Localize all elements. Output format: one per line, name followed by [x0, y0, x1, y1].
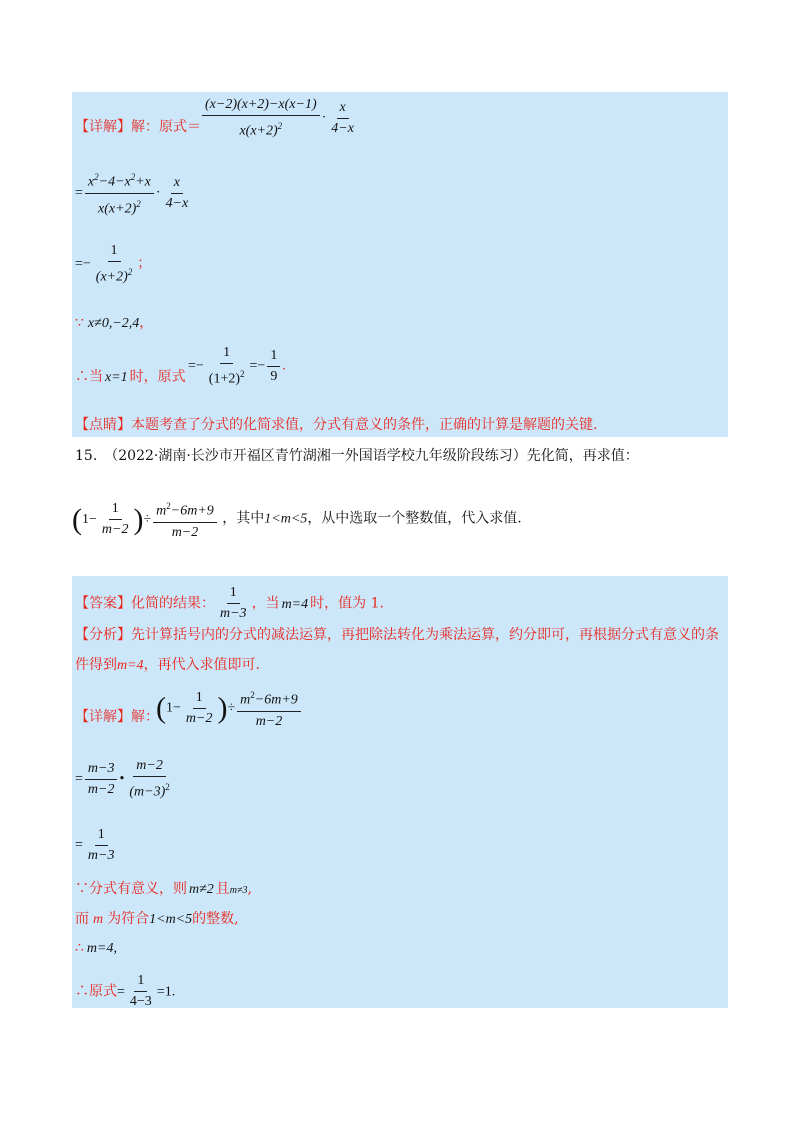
analysis-tag: 【分析】	[75, 627, 131, 643]
detail15-s2-fraction-2	[126, 757, 172, 802]
detail15-s2-dot: •	[119, 771, 125, 787]
step4-num: 1	[220, 344, 233, 364]
detail15-left-paren: (	[156, 691, 166, 725]
step3-num: 1	[108, 242, 121, 262]
problem-15-heading: 15. （2022·湖南·长沙市开福区青竹湖湘一外国语学校九年级阶段练习）先化简，再求值：	[75, 448, 639, 464]
step2-fraction-2	[163, 174, 192, 213]
answer-text-3: 时，值为 1.	[310, 595, 384, 612]
cond-text-1: ，其中	[222, 510, 265, 527]
detail15-s3-fraction	[85, 826, 118, 865]
detail15-s3-equals: =	[75, 837, 83, 853]
detail15-expression	[156, 686, 303, 731]
cond-text-2: ，从中选取一个整数值，代入求值.	[307, 510, 522, 527]
step1-den-exp: 2	[277, 121, 283, 131]
step2-equals: =	[75, 185, 83, 201]
detail15-f2-den: m−2	[255, 713, 283, 729]
step2-num-c: +x	[135, 174, 151, 190]
detail15-final-equals: =	[117, 984, 125, 1000]
right-paren: )	[133, 502, 144, 536]
detail-tag: 【详解】	[75, 119, 131, 135]
step4-f2-den: 9	[270, 368, 278, 384]
comment-line-14	[75, 416, 597, 434]
detail15-s2-f2-den-main: (m−3)	[129, 784, 166, 800]
detail15-final-result: =1.	[156, 984, 176, 1000]
step4-fraction	[206, 344, 248, 389]
detail15-s2-f1-den: m−2	[87, 781, 115, 797]
answer-fraction	[217, 584, 250, 623]
detail15-therefore-symbol: ∴	[75, 940, 84, 956]
domain-condition-comma: ，	[139, 315, 154, 331]
step2-f2-den: 4−x	[165, 195, 189, 211]
detail15-tag: 【详解】	[75, 709, 131, 725]
detail15-lead: 解：	[131, 709, 159, 725]
expr-fraction-2	[153, 497, 217, 542]
detail-line-14	[75, 118, 201, 136]
therefore-symbol: ∴	[75, 369, 89, 385]
detail15-orig-text: 原式	[89, 983, 117, 1000]
step4-fraction-2	[267, 347, 280, 386]
detail15-f2-num-exp: 2	[250, 690, 255, 700]
step3-equals: =−	[75, 256, 91, 272]
analysis-line-2	[75, 656, 260, 675]
step4-end: .	[282, 358, 286, 374]
detail15-is-text: 为符合	[107, 911, 150, 927]
analysis-text-1: 先计算括号内的分式的减法运算，再把除法转化为乘法运算，约分即可，再根据分式有意义的条	[131, 627, 719, 643]
left-paren: (	[72, 502, 82, 536]
detail15-f1-den: m−2	[185, 710, 213, 726]
analysis-m-equals-4: m=4	[117, 658, 144, 673]
detail15-because-symbol: ∵	[75, 881, 89, 897]
step3-fraction	[93, 242, 136, 287]
detail15-s3-num: 1	[95, 826, 108, 846]
detail15-m-equals-4: m=4,	[86, 941, 117, 956]
domain-condition-line	[75, 314, 153, 333]
problem-15-expression-line	[72, 497, 522, 542]
detail15-final-line	[75, 972, 175, 1011]
step1-numerator: (x−2)(x+2)−x(x−1)	[202, 96, 320, 116]
detail15-m-value-line	[75, 939, 117, 958]
expr-f1-den: m−2	[101, 521, 129, 537]
step2-num-a: x	[87, 174, 95, 190]
answer-line-15	[75, 584, 384, 623]
step1-den-main: x(x+2)	[239, 123, 278, 139]
step3-den-exp: 2	[127, 267, 133, 277]
step1-dot: ·	[321, 110, 327, 126]
problem-15-expression	[72, 500, 222, 540]
step2-denominator	[95, 194, 144, 219]
detail15-final-fraction	[127, 972, 155, 1011]
detail15-one-minus: 1−	[166, 700, 181, 716]
step1-f2-den: 4−x	[331, 120, 354, 136]
detail15-step3	[75, 826, 119, 865]
answer-m-equals-4: m=4	[281, 596, 309, 612]
step4-den-exp: 2	[240, 369, 245, 379]
step1-fraction-2	[328, 99, 357, 138]
answer-text-2: ，当	[251, 595, 280, 612]
step2-den-exp: 2	[136, 198, 141, 209]
detail15-fraction-2	[237, 686, 301, 731]
step2-num-exp1: 2	[94, 172, 99, 182]
detail15-s2-f2-num: m−2	[133, 757, 166, 777]
when-text-2: 时，原式	[129, 369, 186, 385]
x-equals-1: x=1	[105, 370, 128, 385]
step3-den-main: (x+2)	[95, 269, 128, 285]
detail15-step2	[75, 757, 175, 802]
detail15-m-letter: m	[93, 912, 104, 927]
step4-equals: =−	[188, 358, 204, 374]
detail15-f2-numerator	[237, 686, 301, 712]
step4-equals-2: =−	[249, 358, 266, 374]
step2-num-b: −4−x	[98, 174, 131, 190]
detail15-final-num: 1	[134, 972, 147, 992]
cond-math: 1<m<5	[264, 511, 308, 527]
when-text: 当	[89, 369, 103, 385]
detail15-final-den: 4−3	[129, 994, 152, 1009]
detail-step1-expression	[200, 96, 359, 141]
step3-semicolon: ；	[137, 255, 152, 272]
detail-line-15	[75, 708, 159, 726]
expr-f2-numerator	[153, 497, 217, 523]
detail15-m-ne-2: m≠2	[189, 882, 214, 897]
expr-f2-num-exp: 2	[166, 501, 171, 511]
detail15-s2-fraction-1	[85, 760, 118, 799]
step4-denominator	[206, 364, 248, 389]
detail-lead: 解：原式＝	[131, 119, 201, 135]
expr-f2-num-a: m	[156, 503, 167, 519]
detail15-m-ne-3: m≠3	[229, 885, 248, 896]
step1-fraction	[202, 96, 320, 141]
analysis-text-2b: ，再代入求值即可.	[143, 657, 261, 673]
expr-f2-den: m−2	[171, 524, 199, 540]
detail15-range-line	[75, 910, 239, 929]
detail15-f1-num: 1	[193, 689, 206, 709]
step2-den-main: x(x+2)	[98, 201, 137, 217]
answer-frac-num: 1	[227, 584, 240, 604]
detail15-f2-num-a: m	[240, 692, 251, 708]
answer-text-1: 化简的结果：	[131, 595, 215, 612]
step2-f2-num: x	[171, 174, 183, 194]
step1-f2-num: x	[337, 99, 349, 119]
step4-den-main: (1+2)	[208, 371, 241, 387]
answer-tag: 【答案】	[75, 595, 131, 612]
answer-frac-den: m−3	[220, 606, 247, 621]
substitute-expression	[188, 344, 286, 389]
substitute-line	[75, 368, 186, 387]
step2-fraction	[85, 168, 154, 218]
expr-f1-num: 1	[109, 500, 122, 520]
detail15-therefore2-symbol: ∴	[75, 983, 89, 1000]
detail15-because-text: 分式有意义，则	[89, 881, 187, 897]
because-symbol: ∵	[75, 315, 84, 331]
analysis-line-1	[75, 626, 719, 644]
expr-divide: ÷	[143, 511, 152, 527]
detail15-s2-equals: =	[75, 771, 83, 787]
detail15-range: 1<m<5	[149, 912, 193, 927]
detail-step3-expression	[75, 242, 151, 287]
detail15-s3-den: m−3	[87, 848, 115, 863]
step2-dot: ·	[155, 185, 161, 201]
detail15-divide: ÷	[227, 700, 236, 716]
detail15-condition-line	[75, 880, 252, 900]
detail15-right-paren: )	[217, 691, 228, 725]
detail15-and2-text: 而	[75, 911, 89, 927]
detail15-s2-f1-num: m−3	[85, 760, 118, 780]
comment-text: 本题考查了分式的化简求值，分式有意义的条件，正确的计算是解题的关键.	[131, 417, 598, 433]
detail15-int-text: 的整数,	[192, 911, 239, 927]
detail-step2-expression	[75, 168, 193, 218]
comment-tag: 【点睛】	[75, 417, 131, 433]
step3-denominator	[93, 262, 136, 287]
detail15-s2-f2-denominator	[126, 777, 172, 802]
domain-condition-math: x≠0,−2,4	[87, 316, 140, 331]
step2-numerator	[85, 168, 154, 194]
analysis-text-2a: 件得到	[75, 657, 117, 673]
detail15-because-end: ,	[247, 881, 252, 897]
expr-one-minus: 1−	[82, 511, 97, 527]
detail15-and-text: 且	[215, 881, 230, 897]
step2-num-exp2: 2	[130, 172, 136, 182]
expr-f2-num-b: −6m+9	[170, 503, 214, 519]
detail15-f2-num-b: −6m+9	[254, 692, 298, 708]
detail15-fraction-1	[183, 689, 216, 728]
step4-f2-num: 1	[267, 347, 280, 367]
expr-fraction-1	[99, 500, 132, 539]
detail15-s2-f2-den-exp: 2	[165, 782, 170, 792]
step1-denominator	[236, 116, 285, 141]
